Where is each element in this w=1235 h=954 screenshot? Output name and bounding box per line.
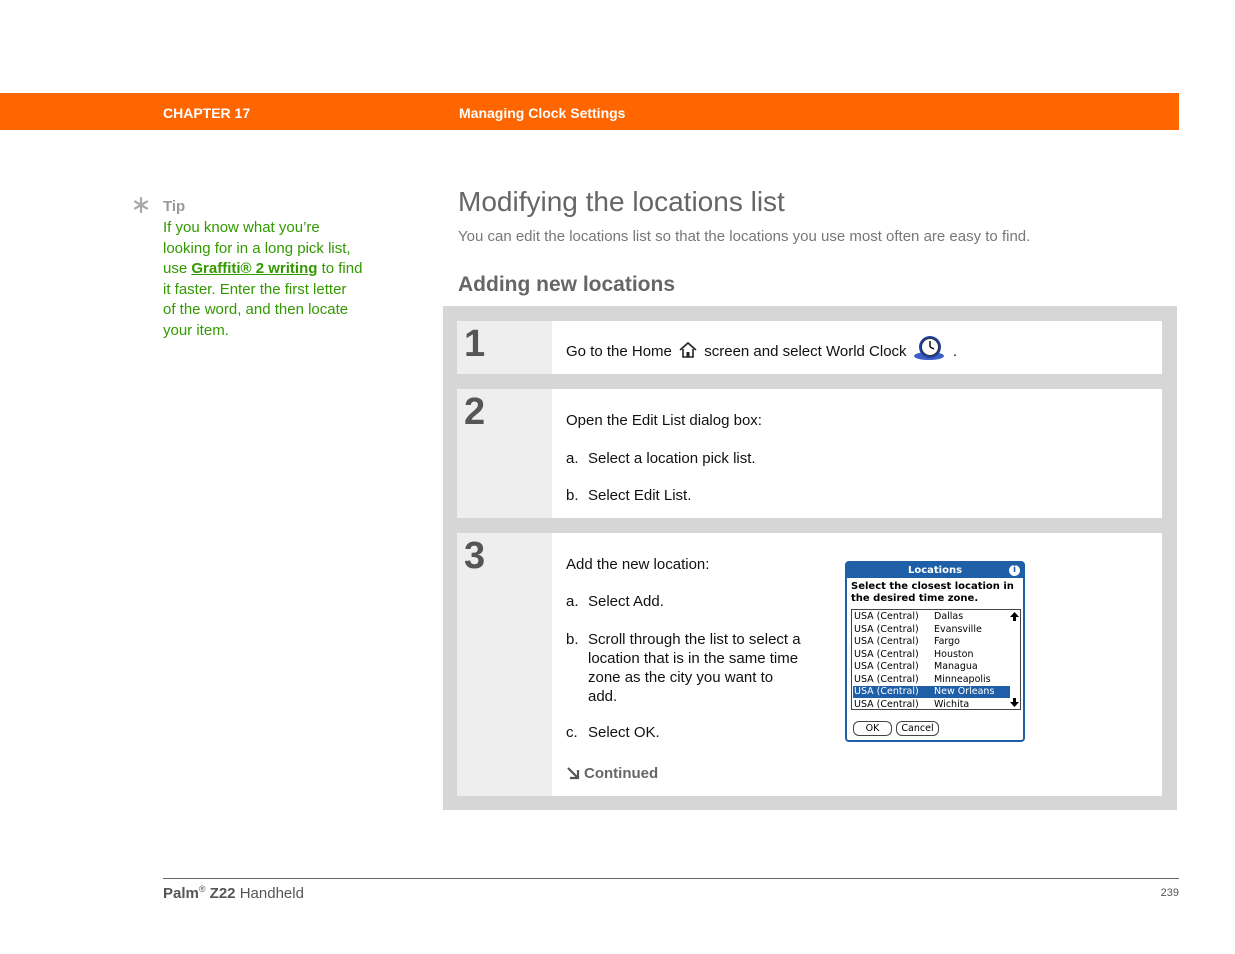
page-title: Modifying the locations list	[458, 186, 785, 217]
list-item-text: Select a location pick list.	[588, 450, 756, 467]
tip-text	[163, 218, 363, 341]
page-intro: You can edit the locations list so that the locations you use most often are easy to find.	[458, 228, 1031, 245]
list-item-text: Select OK.	[588, 724, 660, 741]
tip-label: Tip	[163, 198, 186, 215]
step-2	[457, 389, 1162, 518]
row-region: USA (Central)	[854, 661, 919, 672]
chapter-title: Managing Clock Settings	[459, 105, 626, 121]
scroll-down-icon[interactable]	[1010, 698, 1019, 707]
step-1	[457, 321, 1162, 374]
list-item[interactable]	[853, 661, 1010, 673]
asterisk-icon	[132, 196, 150, 214]
registered-mark: ®	[198, 884, 206, 894]
home-icon	[678, 341, 698, 359]
footer-rule	[163, 878, 1179, 879]
list-item[interactable]	[853, 636, 1010, 648]
step-number-cell	[457, 533, 552, 796]
row-region: USA (Central)	[854, 673, 919, 685]
list-item-text: Select Edit List.	[588, 487, 692, 504]
list-item[interactable]	[853, 611, 1010, 623]
list-item-letter: c.	[566, 724, 578, 741]
list-item-text: Scroll through the list to select a location that is in the same time zone as the city you want to add.	[588, 631, 801, 705]
step-3	[457, 533, 1162, 796]
row-city: New Orleans	[934, 686, 995, 697]
list-item-letter: b.	[566, 487, 579, 504]
row-city: Houston	[934, 648, 974, 660]
step-number-cell	[457, 321, 552, 374]
continued-label: Continued	[584, 765, 659, 782]
step-3-intro: Add the new location:	[566, 556, 710, 573]
brand-name: Palm	[163, 885, 199, 902]
info-icon[interactable]: i	[1009, 565, 1020, 576]
step-1-text	[566, 343, 957, 361]
row-city: Dallas	[934, 611, 964, 622]
row-region: USA (Central)	[854, 623, 919, 635]
locations-list[interactable]	[851, 609, 1021, 710]
arrow-down-right-icon	[566, 766, 580, 780]
list-item[interactable]	[853, 674, 1010, 686]
continued-indicator	[566, 765, 658, 782]
row-city: Fargo	[934, 636, 960, 647]
tip-text-before: If you know what you’re looking for in a long pick list, use	[163, 219, 351, 277]
list-item-selected[interactable]	[853, 686, 1010, 698]
scroll-up-icon[interactable]	[1010, 612, 1019, 621]
list-item[interactable]	[853, 624, 1010, 636]
locations-dialog	[845, 561, 1025, 742]
list-item-letter: a.	[566, 450, 579, 467]
footer-product	[163, 884, 304, 902]
step-2-intro: Open the Edit List dialog box:	[566, 412, 762, 429]
step-number: 3	[464, 535, 486, 577]
row-region: USA (Central)	[854, 611, 919, 622]
row-region: USA (Central)	[854, 686, 919, 697]
section-title: Adding new locations	[458, 273, 676, 296]
page-number: 239	[1160, 887, 1179, 899]
list-item-text: Select Add.	[588, 593, 664, 610]
step-number: 1	[464, 323, 486, 365]
chapter-number: CHAPTER 17	[163, 105, 251, 121]
dialog-title: Locations	[847, 563, 1023, 578]
graffiti-link[interactable]: Graffiti® 2 writing	[191, 260, 318, 277]
row-city: Minneapolis	[934, 673, 991, 685]
row-region: USA (Central)	[854, 648, 919, 660]
ok-button[interactable]: OK	[853, 721, 892, 736]
footer-suffix: Handheld	[239, 885, 304, 902]
step-number-cell	[457, 389, 552, 518]
step-1-text-middle: screen and select World Clock	[704, 343, 907, 360]
list-item-letter: a.	[566, 593, 579, 610]
world-clock-icon	[913, 335, 949, 361]
step-1-text-before: Go to the Home	[566, 343, 672, 360]
step-1-text-after: .	[952, 343, 958, 360]
row-region: USA (Central)	[854, 636, 919, 647]
list-item[interactable]	[853, 649, 1010, 661]
row-city: Evansville	[934, 623, 982, 635]
tip-text-after: to find it faster. Enter the first letter of the word, and then locate your item.	[163, 260, 363, 339]
cancel-button[interactable]: Cancel	[896, 721, 939, 736]
dialog-prompt: Select the closest location in the desired time zone.	[851, 581, 1014, 604]
model-name: Z22	[209, 885, 236, 902]
row-region: USA (Central)	[854, 698, 919, 710]
row-city: Wichita	[934, 698, 970, 710]
list-item-letter: b.	[566, 631, 579, 648]
list-item[interactable]	[853, 699, 1010, 711]
step-number: 2	[464, 391, 486, 433]
row-city: Managua	[934, 661, 978, 672]
